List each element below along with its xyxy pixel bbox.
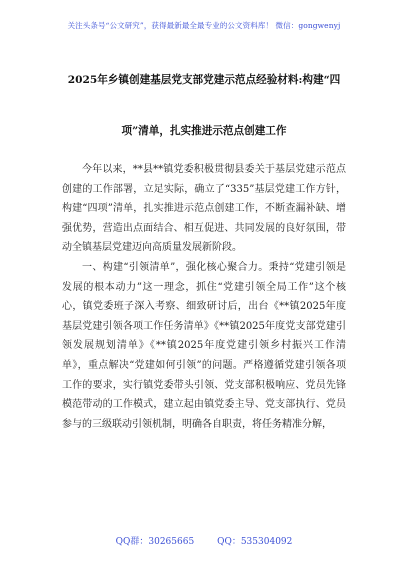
footer-qq-number: QQ：535304092 [217,537,293,547]
footer-qq-group: QQ群：30265665 [115,537,195,547]
paragraph-section-1: 一、构建“引领清单”，强化核心聚合力。秉持“党建引领是发展的根本动力”这一理念，抓住“党建引领全局工作”这个核心，镇党委班子深入考察、细致研讨后，出台《**镇2025年度基层党建引领各项工作任务清单》《**镇2025年度党支部党建引领发展规划清单》《**镇2025年度党建引领乡村振兴工作清单》，重点解决“党建如何引领”的问题。严格遵循党建引领各项工作的要求，实行镇党委带头引领、党支部积极响应、党员先锋模范带动的工作模式，建立起由镇党委主导、党支部执行、党员参与的三级联动引领机制，明确各自职责，将任务精准分解， [62,261,346,430]
paragraph-intro: 今年以来，**县**镇党委积极贯彻县委关于基层党建示范点创建的工作部署，立足实际，确立了“335”基层党建工作方针，构建“四项”清单，扎实推进示范点创建工作，不断查漏补缺、增强优势，营造出点面结合、相互促进、共同发展的良好氛围，带动全镇基层党建迈向高质量发展新阶段。 [62,164,346,254]
footer-contact [0,534,408,547]
document-title-line-1: 2025年乡镇创建基层党支部党建示范点经验材料:构建“四 [67,74,341,86]
document-body [62,160,346,434]
header-promo-text: 关注头条号“公文研究”，获得最新最全最专业的公文资料库！ 微信：gongwenyj [67,21,341,30]
document-title-line-2: 项”清单，扎实推进示范点创建工作 [121,125,287,137]
